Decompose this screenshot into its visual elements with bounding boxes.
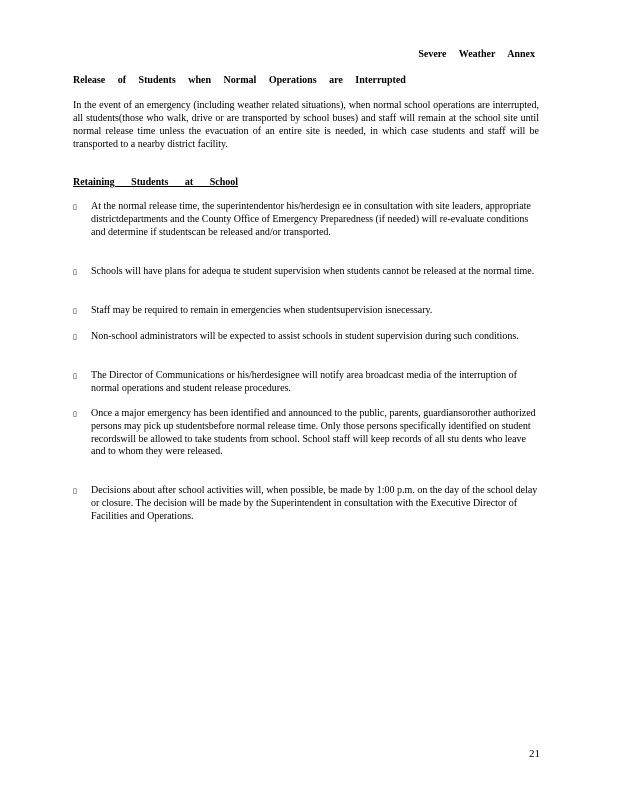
running-header: Severe Weather Annex [418,49,535,60]
bullet-item [73,331,539,344]
bullet-text: At the normal release time, the superintendentor his/herdesign ee in consultation with site leaders, appropriate districtdepartments and the County Office of Emergency Preparedness (if needed) will re-evaluate conditions and determine if studentscan be released and/or transported. [91,201,531,238]
bullet-item [73,485,539,523]
bullet-text: Schools will have plans for adequa te student supervision when students cannot be released at the normal time. [91,266,535,277]
bullet-text: The Director of Communications or his/herdesignee will notify area broadcast media of the interruption of normal operations and student release procedures. [91,370,517,394]
section-heading: Release of Students when Normal Operations are Interrupted [73,75,406,86]
bullet-icon: ▯ [73,487,77,495]
bullet-icon: ▯ [73,268,77,276]
bullet-text: Staff may be required to remain in emergencies when studentsupervision isnecessary. [91,305,433,316]
bullet-item [73,305,539,318]
bullet-text: Decisions about after school activities will, when possible, be made by 1:00 p.m. on the day of the school delay or closure. The decision will be made by the Superintendent in consultation with the Executive Director of Facilities and Operations. [91,485,538,522]
bullet-text: Once a major emergency has been identified and announced to the public, parents, guardiansorother authorized persons may pick up studentsbefore normal release time. Only those persons specifically identified on student recordswill be allowed to take students from school. School staff will keep records of all stu dents who leave and to whom they were released. [91,408,536,458]
bullet-icon: ▯ [73,203,77,211]
bullet-item [73,370,539,396]
bullet-icon: ▯ [73,410,77,418]
bullet-item [73,408,539,459]
page-number: 21 [529,748,540,760]
bullet-text: Non-school administrators will be expected to assist schools in student supervision during such conditions. [91,331,519,342]
subsection-heading: Retaining Students at School [73,177,239,188]
bullet-icon: ▯ [73,307,77,315]
bullet-item [73,266,539,279]
bullet-icon: ▯ [73,333,77,341]
intro-paragraph: In the event of an emergency (including weather related situations), when normal school operations are interrupted, all students(those who walk, drive or are transported by school buses) and staff will remain at the school site until normal release time unless the evacuation of an entire site is needed, in which case students and staff will be transported to a nearby district facility. [73,100,539,150]
bullet-icon: ▯ [73,372,77,380]
bullet-item [73,201,539,239]
